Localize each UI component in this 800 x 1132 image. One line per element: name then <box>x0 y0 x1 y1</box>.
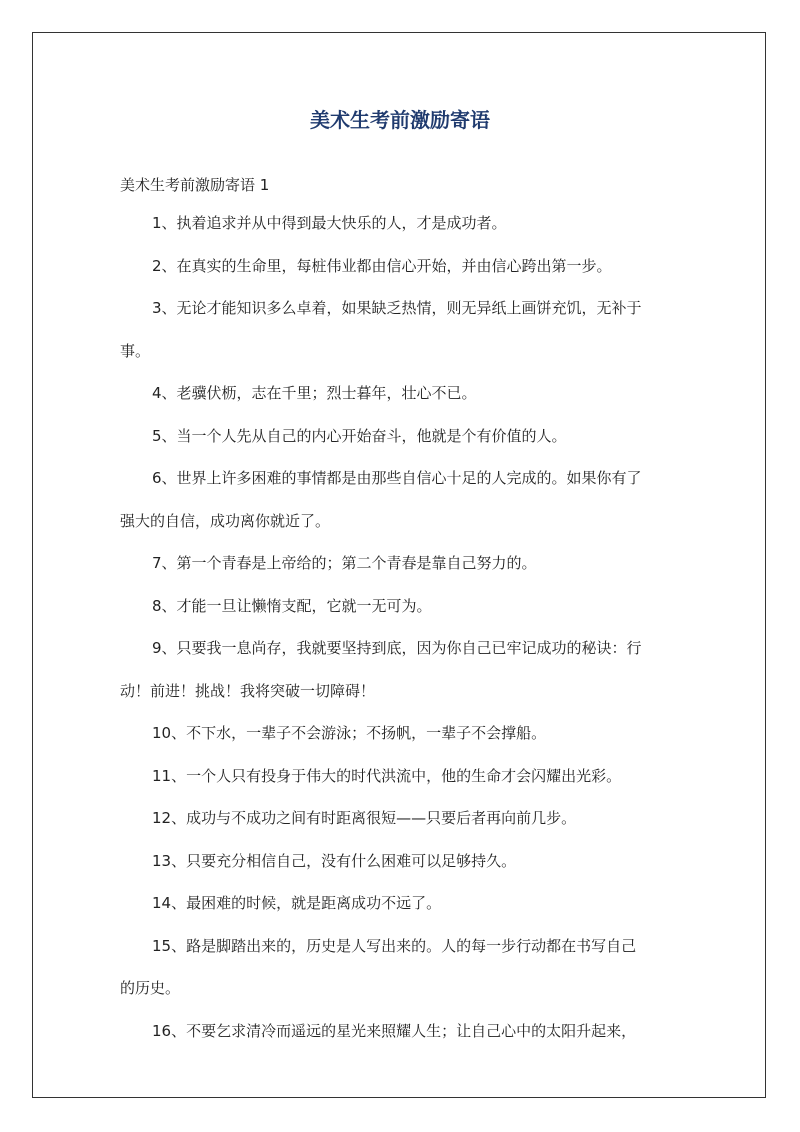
paragraph-line: 9、只要我一息尚存，我就要坚持到底，因为你自己已牢记成功的秘诀：行 <box>152 639 642 657</box>
paragraph-line: 3、无论才能知识多么卓着，如果缺乏热情，则无异纸上画饼充饥，无补于 <box>152 299 642 317</box>
paragraph-list <box>120 202 686 1052</box>
paragraph-line: 事。 <box>120 341 151 360</box>
document-body <box>120 168 686 1052</box>
paragraph-line: 7、第一个青春是上帝给的；第二个青春是靠自己努力的。 <box>152 554 537 572</box>
paragraph-line: 14、最困难的时候，就是距离成功不远了。 <box>152 894 442 912</box>
paragraph-line: 的历史。 <box>120 979 181 997</box>
paragraph-line: 5、当一个人先从自己的内心开始奋斗，他就是个有价值的人。 <box>152 426 567 445</box>
paragraph-line: 4、老骥伏枥，志在千里；烈士暮年，壮心不已。 <box>152 384 477 402</box>
paragraph-line: 12、成功与不成功之间有时距离很短——只要后者再向前几步。 <box>152 809 577 827</box>
paragraph-line: 8、才能一旦让懒惰支配，它就一无可为。 <box>152 596 432 615</box>
paragraph-line: 1、执着追求并从中得到最大快乐的人，才是成功者。 <box>152 214 507 232</box>
paragraph-line: 16、不要乞求清冷而遥远的星光来照耀人生；让自己心中的太阳升起来， <box>152 1021 637 1040</box>
section-heading: 美术生考前激励寄语 1 <box>120 176 270 194</box>
paragraph-line: 2、在真实的生命里，每桩伟业都由信心开始，并由信心跨出第一步。 <box>152 256 612 275</box>
paragraph-line: 强大的自信，成功离你就近了。 <box>120 511 331 530</box>
paragraph-line: 13、只要充分相信自己，没有什么困难可以足够持久。 <box>152 851 517 870</box>
paragraph-line: 动！前进！挑战！我将突破一切障碍！ <box>120 681 376 700</box>
paragraph-line: 15、路是脚踏出来的，历史是人写出来的。人的每一步行动都在书写自己 <box>152 936 637 955</box>
document-title: 美术生考前激励寄语 <box>310 108 490 132</box>
paragraph-line: 10、不下水，一辈子不会游泳；不扬帆，一辈子不会撑船。 <box>152 724 547 742</box>
paragraph-line: 11、一个人只有投身于伟大的时代洪流中，他的生命才会闪耀出光彩。 <box>152 766 622 785</box>
paragraph-line: 6、世界上许多困难的事情都是由那些自信心十足的人完成的。如果你有了 <box>152 469 642 487</box>
